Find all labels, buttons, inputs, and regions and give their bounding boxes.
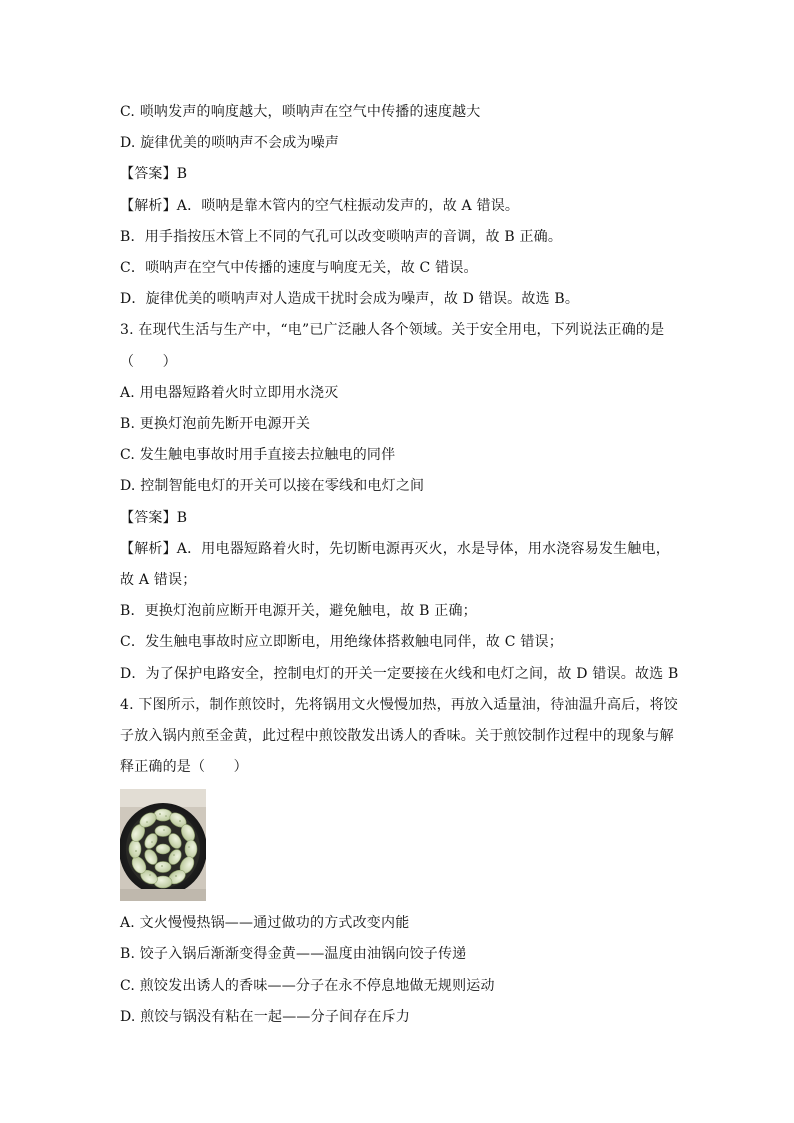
question-4-stem-3: 释正确的是（ ） bbox=[120, 759, 248, 775]
answer-q3: 【答案】B bbox=[120, 510, 188, 526]
option-c-q2: C. 唢呐发声的响度越大，唢呐声在空气中传播的速度越大 bbox=[120, 104, 481, 120]
option-b-q3: B. 更换灯泡前先断开电源开关 bbox=[120, 416, 311, 432]
answer-q2: 【答案】B bbox=[120, 166, 188, 182]
analysis-q2-c: C．唢呐声在空气中传播的速度与响度无关，故 C 错误。 bbox=[120, 260, 478, 276]
option-d-q2: D. 旋律优美的唢呐声不会成为噪声 bbox=[120, 135, 340, 151]
analysis-q2-a: 【解析】A．唢呐是靠木管内的空气柱振动发声的，故 A 错误。 bbox=[120, 198, 520, 214]
question-3-blank: （ ） bbox=[120, 354, 177, 370]
question-4-stem-1: 4. 下图所示，制作煎饺时，先将锅用文火慢慢加热，再放入适量油，待油温升高后，将饺 bbox=[120, 697, 679, 713]
analysis-q3-a: 【解析】A．用电器短路着火时，先切断电源再灭火，水是导体，用水浇容易发生触电， bbox=[120, 541, 670, 557]
option-d-q4: D. 煎饺与锅没有粘在一起——分子间存在斥力 bbox=[120, 1009, 411, 1025]
dumplings-pan-photo bbox=[120, 789, 206, 901]
question-4-stem-2: 子放入锅内煎至金黄，此过程中煎饺散发出诱人的香味。关于煎饺制作过程中的现象与解 bbox=[120, 728, 674, 744]
analysis-q3-c: C．发生触电事故时应立即断电，用绝缘体搭救触电同伴，故 C 错误； bbox=[120, 634, 563, 650]
analysis-q3-d: D．为了保护电路安全，控制电灯的开关一定要接在火线和电灯之间，故 D 错误。故选 B bbox=[120, 666, 679, 682]
option-c-q4: C. 煎饺发出诱人的香味——分子在永不停息地做无规则运动 bbox=[120, 978, 495, 994]
option-b-q4: B. 饺子入锅后渐渐变得金黄——温度由油锅向饺子传递 bbox=[120, 946, 467, 962]
analysis-q3-b: B．更换灯泡前应断开电源开关，避免触电，故 B 正确； bbox=[120, 603, 477, 619]
analysis-q2-b: B．用手指按压木管上不同的气孔可以改变唢呐声的音调，故 B 正确。 bbox=[120, 229, 563, 245]
analysis-q3-a-cont: 故 A 错误； bbox=[120, 572, 197, 588]
option-c-q3: C. 发生触电事故时用手直接去拉触电的同伴 bbox=[120, 447, 396, 463]
option-d-q3: D. 控制智能电灯的开关可以接在零线和电灯之间 bbox=[120, 478, 425, 494]
option-a-q4: A. 文火慢慢热锅——通过做功的方式改变内能 bbox=[120, 915, 410, 931]
question-3-stem: 3. 在现代生活与生产中，“电”已广泛融人各个领域。关于安全用电，下列说法正确的是 bbox=[120, 322, 665, 338]
option-a-q3: A. 用电器短路着火时立即用水浇灭 bbox=[120, 385, 339, 401]
analysis-q2-d: D．旋律优美的唢呐声对人造成干扰时会成为噪声，故 D 错误。故选 B。 bbox=[120, 291, 580, 307]
